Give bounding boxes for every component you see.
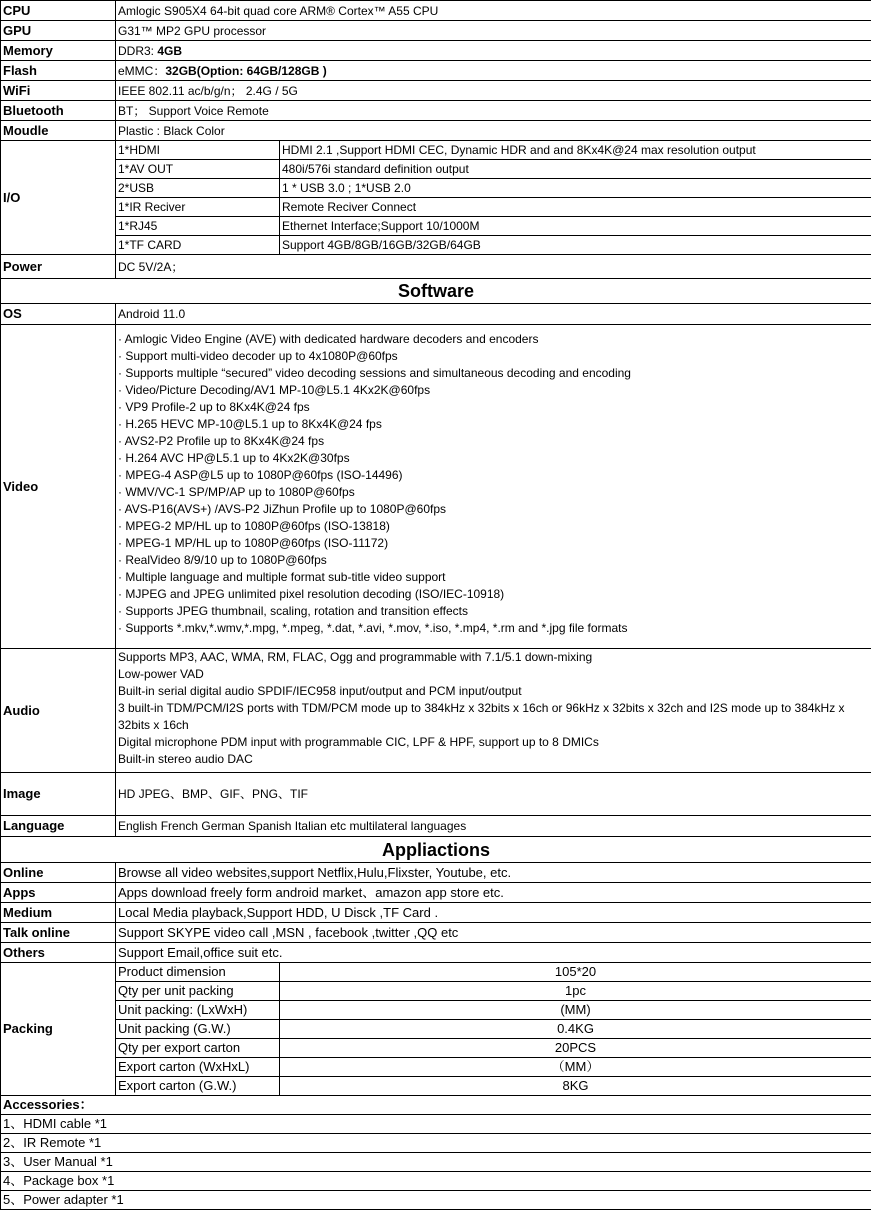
- row-video: [1, 325, 871, 649]
- audio-features: [116, 649, 871, 773]
- row-others: [1, 943, 871, 963]
- language-value: English French German Spanish Italian etc multilateral languages: [116, 816, 871, 837]
- video-feature: · MPEG-4 ASP@L5 up to 1080P@60fps (ISO-14496): [118, 468, 403, 482]
- packing-name: Qty per unit packing: [116, 982, 280, 1001]
- io-row: [1, 179, 871, 198]
- packing-row: [1, 1039, 871, 1058]
- io-desc: Support 4GB/8GB/16GB/32GB/64GB: [280, 236, 871, 255]
- gpu-label: GPU: [1, 21, 116, 41]
- io-row: [1, 217, 871, 236]
- packing-row: [1, 963, 871, 982]
- accessory-item: 4、Package box *1: [1, 1172, 871, 1191]
- video-feature: · MPEG-1 MP/HL up to 1080P@60fps (ISO-11172): [118, 536, 389, 550]
- flash-size: 32GB(Option: 64GB/128GB ): [165, 63, 327, 78]
- io-desc: HDMI 2.1 ,Support HDMI CEC, Dynamic HDR and and 8Kx4K@24 max resolution output: [280, 141, 871, 160]
- cpu-label: CPU: [1, 1, 116, 21]
- video-feature: · VP9 Profile-2 up to 8Kx4K@24 fps: [118, 400, 310, 414]
- flash-label: Flash: [1, 61, 116, 81]
- video-label: Video: [1, 325, 116, 649]
- video-feature: · H.264 AVC HP@L5.1 up to 4Kx2K@30fps: [118, 451, 350, 465]
- io-port: 1*RJ45: [116, 217, 280, 236]
- software-heading-row: [1, 279, 871, 304]
- packing-value: 0.4KG: [280, 1020, 871, 1039]
- others-label: Others: [1, 943, 116, 963]
- gpu-value: G31™ MP2 GPU processor: [116, 21, 871, 41]
- audio-feature: Built-in stereo audio DAC: [118, 752, 253, 766]
- packing-row: [1, 1001, 871, 1020]
- memory-size: 4GB: [157, 43, 183, 58]
- apps-value: Apps download freely form android market、amazon app store etc.: [116, 883, 871, 903]
- software-heading: Software: [1, 279, 871, 304]
- packing-name: Product dimension: [116, 963, 280, 982]
- packing-name: Unit packing: (LxWxH): [116, 1001, 280, 1020]
- memory-label: Memory: [1, 41, 116, 61]
- packing-row: [1, 1058, 871, 1077]
- video-feature: · AVS-P16(AVS+) /AVS-P2 JiZhun Profile up to 1080P@60fps: [118, 502, 447, 516]
- video-feature: · MPEG-2 MP/HL up to 1080P@60fps (ISO-13818): [118, 519, 390, 533]
- row-moudle: [1, 121, 871, 141]
- audio-feature: Built-in serial digital audio SPDIF/IEC958 input/output and PCM input/output: [118, 684, 522, 698]
- row-flash: [1, 61, 871, 81]
- video-feature: · MJPEG and JPEG unlimited pixel resolution decoding (ISO/IEC-10918): [118, 587, 505, 601]
- row-cpu: [1, 1, 871, 21]
- packing-name: Export carton (WxHxL): [116, 1058, 280, 1077]
- talk-online-label: Talk online: [1, 923, 116, 943]
- row-online: [1, 863, 871, 883]
- power-value: DC 5V/2A；: [116, 255, 871, 279]
- row-language: [1, 816, 871, 837]
- applications-heading: Appliactions: [1, 837, 871, 863]
- accessory-row: [1, 1191, 871, 1210]
- wifi-value: IEEE 802.11 ac/b/g/n； 2.4G / 5G: [116, 81, 871, 101]
- accessory-row: [1, 1153, 871, 1172]
- video-feature: · AVS2-P2 Profile up to 8Kx4K@24 fps: [118, 434, 325, 448]
- accessories-heading: Accessories：: [1, 1096, 871, 1115]
- packing-name: Qty per export carton: [116, 1039, 280, 1058]
- io-port: 1*AV OUT: [116, 160, 280, 179]
- io-desc: Remote Reciver Connect: [280, 198, 871, 217]
- video-feature: · Video/Picture Decoding/AV1 MP-10@L5.1 4Kx2K@60fps: [118, 383, 431, 397]
- os-value: Android 11.0: [116, 304, 871, 325]
- io-port: 1*IR Reciver: [116, 198, 280, 217]
- video-feature: · Support multi-video decoder up to 4x1080P@60fps: [118, 349, 398, 363]
- row-wifi: [1, 81, 871, 101]
- medium-label: Medium: [1, 903, 116, 923]
- packing-row: [1, 982, 871, 1001]
- accessory-row: [1, 1172, 871, 1191]
- bluetooth-value: BT； Support Voice Remote: [116, 101, 871, 121]
- flash-type: eMMC：: [118, 63, 166, 78]
- io-label: I/O: [1, 141, 116, 255]
- packing-label: Packing: [1, 963, 116, 1096]
- io-port: 2*USB: [116, 179, 280, 198]
- io-row: [1, 141, 871, 160]
- audio-label: Audio: [1, 649, 116, 773]
- video-features: [116, 325, 871, 649]
- packing-row: [1, 1077, 871, 1096]
- row-memory: [1, 41, 871, 61]
- io-desc: Ethernet Interface;Support 10/1000M: [280, 217, 871, 236]
- video-feature: · Supports *.mkv,*.wmv,*.mpg, *.mpeg, *.dat, *.avi, *.mov, *.iso, *.mp4, *.rm and *.jpg file formats: [118, 621, 628, 635]
- video-feature: · Supports multiple “secured” video decoding sessions and simultaneous decoding and encoding: [118, 366, 631, 380]
- video-feature: · WMV/VC-1 SP/MP/AP up to 1080P@60fps: [118, 485, 355, 499]
- row-apps: [1, 883, 871, 903]
- io-port: 1*TF CARD: [116, 236, 280, 255]
- row-os: [1, 304, 871, 325]
- memory-type: DDR3:: [118, 43, 158, 58]
- video-feature: · Amlogic Video Engine (AVE) with dedicated hardware decoders and encoders: [118, 332, 539, 346]
- io-row: [1, 236, 871, 255]
- packing-row: [1, 1020, 871, 1039]
- video-feature: · Supports JPEG thumbnail, scaling, rotation and transition effects: [118, 604, 468, 618]
- io-row: [1, 160, 871, 179]
- flash-value: [116, 61, 871, 81]
- row-talk-online: [1, 923, 871, 943]
- accessory-item: 1、HDMI cable *1: [1, 1115, 871, 1134]
- image-value: HD JPEG、BMP、GIF、PNG、TIF: [116, 773, 871, 816]
- applications-heading-row: [1, 837, 871, 863]
- row-medium: [1, 903, 871, 923]
- audio-feature: Digital microphone PDM input with programmable CIC, LPF & HPF, support up to 8 DMICs: [118, 735, 599, 749]
- packing-value: 105*20: [280, 963, 871, 982]
- audio-feature: Supports MP3, AAC, WMA, RM, FLAC, Ogg and programmable with 7.1/5.1 down-mixing: [118, 650, 593, 664]
- apps-label: Apps: [1, 883, 116, 903]
- accessories-heading-row: [1, 1096, 871, 1115]
- io-port: 1*HDMI: [116, 141, 280, 160]
- cpu-value: Amlogic S905X4 64-bit quad core ARM® Cortex™ A55 CPU: [116, 1, 871, 21]
- video-feature: · RealVideo 8/9/10 up to 1080P@60fps: [118, 553, 327, 567]
- row-audio: [1, 649, 871, 773]
- accessory-item: 5、Power adapter *1: [1, 1191, 871, 1210]
- video-feature: · H.265 HEVC MP-10@L5.1 up to 8Kx4K@24 fps: [118, 417, 382, 431]
- video-feature: · Multiple language and multiple format sub-title video support: [118, 570, 446, 584]
- os-label: OS: [1, 304, 116, 325]
- accessory-item: 3、User Manual *1: [1, 1153, 871, 1172]
- row-gpu: [1, 21, 871, 41]
- online-label: Online: [1, 863, 116, 883]
- packing-value: (MM): [280, 1001, 871, 1020]
- row-bluetooth: [1, 101, 871, 121]
- packing-value: （MM）: [280, 1058, 871, 1077]
- online-value: Browse all video websites,support Netflix,Hulu,Flixster, Youtube, etc.: [116, 863, 871, 883]
- packing-name: Unit packing (G.W.): [116, 1020, 280, 1039]
- moudle-value: Plastic : Black Color: [116, 121, 871, 141]
- io-row: [1, 198, 871, 217]
- accessory-row: [1, 1134, 871, 1153]
- talk-online-value: Support SKYPE video call ,MSN , facebook ,twitter ,QQ etc: [116, 923, 871, 943]
- medium-value: Local Media playback,Support HDD, U Disck ,TF Card .: [116, 903, 871, 923]
- io-desc: 1 * USB 3.0 ; 1*USB 2.0: [280, 179, 871, 198]
- power-label: Power: [1, 255, 116, 279]
- others-value: Support Email,office suit etc.: [116, 943, 871, 963]
- accessory-item: 2、IR Remote *1: [1, 1134, 871, 1153]
- audio-feature: Low-power VAD: [118, 667, 204, 681]
- packing-name: Export carton (G.W.): [116, 1077, 280, 1096]
- io-desc: 480i/576i standard definition output: [280, 160, 871, 179]
- packing-value: 20PCS: [280, 1039, 871, 1058]
- audio-feature: 3 built-in TDM/PCM/I2S ports with TDM/PCM mode up to 384kHz x 32bits x 16ch or 96kHz x 32bits x 32ch and I2S mode up to 384kHz x 32bits x 16ch: [118, 701, 845, 732]
- image-label: Image: [1, 773, 116, 816]
- row-image: [1, 773, 871, 816]
- language-label: Language: [1, 816, 116, 837]
- bluetooth-label: Bluetooth: [1, 101, 116, 121]
- row-power: [1, 255, 871, 279]
- wifi-label: WiFi: [1, 81, 116, 101]
- packing-value: 8KG: [280, 1077, 871, 1096]
- accessory-row: [1, 1115, 871, 1134]
- packing-value: 1pc: [280, 982, 871, 1001]
- moudle-label: Moudle: [1, 121, 116, 141]
- memory-value: [116, 41, 871, 61]
